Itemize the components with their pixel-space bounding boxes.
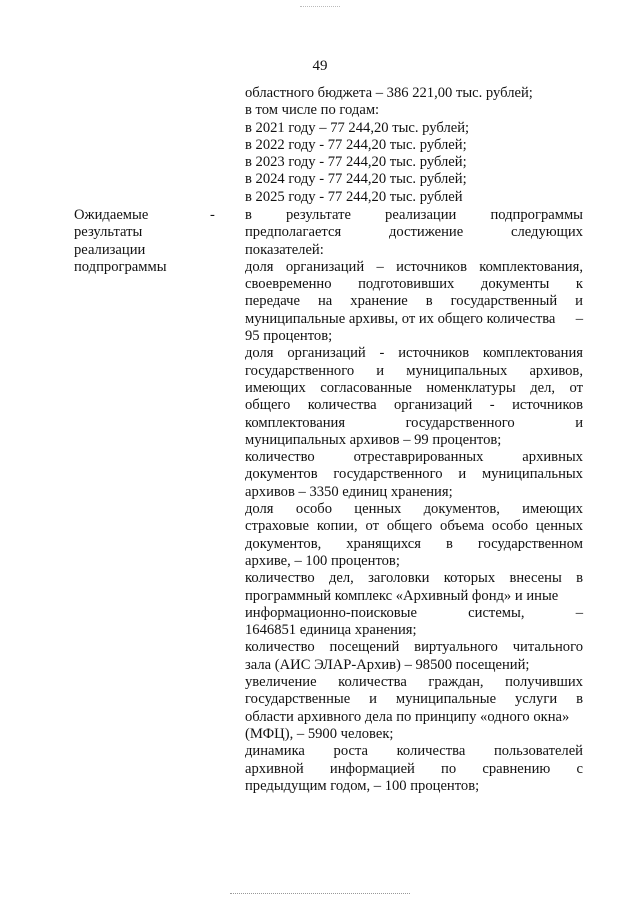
text-line (245, 761, 583, 778)
word: информацией (329, 760, 415, 777)
word: хранение (350, 293, 408, 310)
word: по (441, 760, 457, 777)
word: муниципальных (481, 466, 583, 483)
funding-line: в 2022 году - 77 244,20 тыс. рублей; (245, 136, 467, 153)
word: и (575, 293, 583, 310)
word: количество (245, 570, 315, 587)
word: реализации (385, 207, 457, 223)
word: услуги (514, 691, 558, 708)
text-line (245, 709, 583, 726)
word: общего (386, 518, 433, 535)
word: - (489, 397, 495, 414)
word: архивов, (529, 362, 583, 379)
result-indicator (245, 639, 583, 674)
word: источников (512, 397, 583, 414)
word: подготовивших (358, 276, 455, 293)
text-line: архивов – 3350 единиц хранения; (245, 483, 453, 500)
word: ценных (535, 518, 583, 535)
word: сравнению (482, 760, 551, 777)
word: читального (512, 639, 583, 656)
text-line: показателей: (245, 241, 324, 258)
word: комплектования, (479, 258, 583, 275)
text-line: 95 процентов; (245, 328, 333, 345)
word: объема (440, 518, 485, 535)
word: области архивного дела по принципу «одного окна» (245, 708, 570, 725)
text-line (245, 449, 583, 466)
text-line (245, 570, 583, 587)
word: государственном (477, 535, 583, 552)
text-line (245, 259, 583, 276)
word: организаций (394, 397, 473, 414)
word: от (365, 518, 379, 535)
word: которых (443, 570, 496, 587)
word: хранящихся (346, 535, 421, 552)
result-indicator (245, 345, 583, 449)
section-label-line: результаты (74, 224, 143, 241)
word: количество (245, 639, 315, 656)
text-line (245, 397, 583, 414)
word: в (576, 691, 583, 708)
word: на (318, 293, 333, 310)
text-line (245, 501, 583, 518)
word: в (425, 293, 433, 310)
word: внесены (509, 570, 562, 587)
text-line: (МФЦ), – 5900 человек; (245, 725, 394, 742)
text-line (245, 207, 583, 224)
funding-line: в 2025 году - 77 244,20 тыс. рублей (245, 188, 463, 205)
word: муниципальные архивы, от их общего количества (245, 310, 556, 327)
word: – (575, 604, 583, 621)
text-line (245, 276, 583, 293)
word: имеющих (245, 379, 306, 396)
scan-mark-top (300, 6, 340, 8)
word: муниципальные (395, 691, 497, 708)
text-line (245, 691, 583, 708)
text-line (245, 674, 583, 691)
word: программный комплекс «Архивный фонд» и иные (245, 587, 559, 604)
result-indicator (245, 743, 583, 795)
word: и (575, 414, 583, 431)
word: комплектования (482, 345, 583, 362)
text-line (245, 466, 583, 483)
word: и (376, 362, 385, 379)
word: документов (245, 466, 318, 483)
text-line (245, 639, 583, 656)
expected-results-block (245, 207, 583, 795)
word: организаций (287, 345, 366, 362)
text-line: 1646851 единица хранения; (245, 622, 417, 639)
funding-line: областного бюджета – 386 221,00 тыс. рублей; (245, 85, 533, 101)
word: своевременно (245, 276, 332, 293)
word: следующих (510, 224, 583, 241)
word: страховые (245, 518, 310, 535)
word: документы (480, 276, 550, 293)
word: системы, (468, 604, 525, 621)
word: общего (245, 397, 291, 414)
results-intro (245, 207, 583, 259)
word: увеличение (245, 674, 317, 691)
word: информационно-поисковые (245, 604, 417, 621)
word: документов, (245, 535, 322, 552)
word: организаций (285, 258, 365, 275)
word: особо (491, 518, 529, 535)
funding-line: в 2024 году - 77 244,20 тыс. рублей; (245, 171, 467, 188)
text-line (245, 518, 583, 535)
label-dash: - (210, 207, 215, 223)
word: и (369, 691, 377, 708)
text-line (245, 345, 583, 362)
result-indicator (245, 501, 583, 570)
word: динамика (245, 743, 305, 760)
word: количества (338, 674, 407, 691)
word: роста (333, 743, 368, 760)
word: документов, (423, 501, 500, 518)
word: в (445, 535, 453, 552)
result-indicator (245, 674, 583, 743)
result-indicator (245, 449, 583, 501)
text-line (245, 224, 583, 241)
scan-mark-bottom (230, 893, 410, 895)
word: с (576, 760, 583, 777)
word: государственные (245, 691, 351, 708)
word: государственного (333, 466, 443, 483)
word: дел, (328, 570, 354, 587)
word: муниципальных (406, 362, 508, 379)
word: посещений (329, 639, 400, 656)
word: архивных (522, 449, 583, 466)
word: дел, (530, 379, 556, 396)
word: доля (245, 501, 274, 518)
funding-line: в 2023 году - 77 244,20 тыс. рублей; (245, 154, 467, 171)
text-line: зала (АИС ЭЛАР-Архив) – 98500 посещений; (245, 656, 530, 673)
word: к (575, 276, 583, 293)
word: доля (245, 258, 274, 275)
word: количества (396, 743, 466, 760)
word: передаче (245, 293, 301, 310)
word: ценных (354, 501, 402, 518)
word: государственный (450, 293, 558, 310)
word: источников (398, 345, 470, 362)
section-label-line: реализации (74, 241, 146, 258)
word: предполагается (245, 224, 342, 241)
word: имеющих (522, 501, 583, 518)
word: заголовки (368, 570, 430, 587)
result-indicator (245, 570, 583, 639)
word: – (376, 258, 384, 275)
word: источников (396, 258, 467, 275)
funding-block (245, 85, 583, 206)
section-label (74, 207, 204, 276)
text-line (245, 415, 583, 432)
word: комплектования (245, 414, 346, 431)
word: от (569, 379, 583, 396)
word: получивших (505, 674, 583, 691)
word: государственного (405, 414, 515, 431)
word: достижение (388, 224, 464, 241)
word: архивной (245, 760, 304, 777)
word: копии, (316, 518, 358, 535)
word: - (379, 345, 385, 362)
word: результате (285, 207, 351, 223)
word: – (575, 310, 583, 327)
word: номенклатуры (426, 379, 516, 396)
result-indicator (245, 259, 583, 345)
word: количества (307, 397, 377, 414)
word: в (576, 570, 583, 587)
text-line (245, 380, 583, 397)
funding-line: в 2021 году – 77 244,20 тыс. рублей; (245, 119, 470, 136)
text-line: архиве, – 100 процентов; (245, 552, 400, 569)
word: пользователей (493, 743, 583, 760)
text-line (245, 363, 583, 380)
text-line (245, 588, 583, 605)
word: подпрограммы (490, 207, 583, 223)
text-line (245, 605, 583, 622)
word: граждан, (428, 674, 484, 691)
text-line (245, 293, 583, 310)
word: особо (295, 501, 332, 518)
text-line: муниципальных архивов – 99 процентов; (245, 431, 502, 448)
page-number: 49 (312, 58, 328, 74)
word: в (245, 207, 252, 223)
word: доля (245, 345, 274, 362)
funding-line: в том числе по годам: (245, 102, 380, 119)
word: виртуального (414, 639, 498, 656)
text-line (245, 311, 583, 328)
text-line: предыдущим годом, – 100 процентов; (245, 777, 480, 794)
word: согласованные (320, 379, 412, 396)
word: государственного (245, 362, 355, 379)
section-label-line: Ожидаемые (74, 207, 149, 223)
section-label-line: подпрограммы (74, 258, 167, 275)
word: отреставрированных (353, 449, 484, 466)
text-line (245, 536, 583, 553)
word: и (458, 466, 467, 483)
word: количество (245, 449, 315, 466)
text-line (245, 743, 583, 760)
